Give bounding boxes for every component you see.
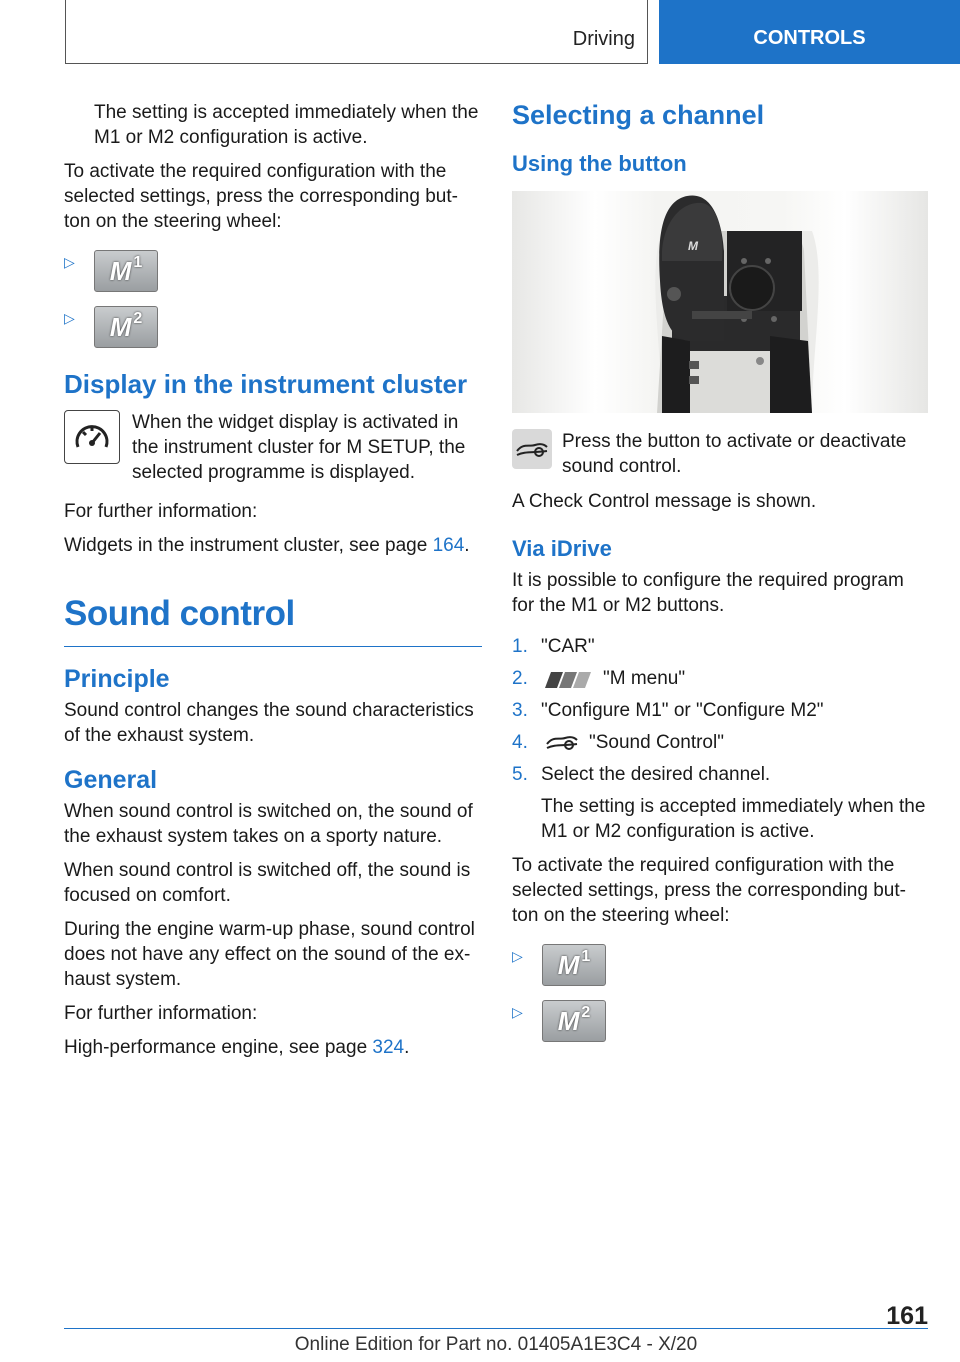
display-info-row bbox=[64, 410, 482, 485]
principle-text: Sound control changes the sound characteristics of the exhaust system. bbox=[64, 700, 474, 746]
bullet-m2 bbox=[512, 993, 928, 1049]
idrive-text: It is possible to configure the required program for the M1 or M2 buttons. bbox=[512, 570, 904, 616]
sound-control-heading: Sound control bbox=[64, 594, 482, 647]
general-p3: During the engine warm-up phase, sound control does not have any effect on the sound of the ex‐haust system. bbox=[64, 919, 475, 990]
list-item: 1. "CAR" bbox=[512, 636, 595, 657]
selecting-channel-heading: Selecting a channel bbox=[512, 100, 765, 130]
general-heading: General bbox=[64, 766, 158, 794]
sound-control-small-icon bbox=[545, 732, 581, 752]
further-info-label-2: For further information: bbox=[64, 1003, 258, 1024]
footer-edition: Online Edition for Part no. 01405A1E3C4 - X/20 bbox=[294, 1334, 698, 1355]
header-tab-controls: CONTROLS bbox=[659, 0, 960, 64]
list-item: 5. Select the desired channel. bbox=[512, 764, 771, 785]
widgets-reference: Widgets in the instrument cluster, see page 164. bbox=[64, 535, 470, 556]
bullet-m1 bbox=[64, 243, 482, 299]
sound-control-icon bbox=[512, 429, 552, 469]
m2-button-icon: M $^2$ bbox=[542, 1000, 606, 1042]
press-button-text: Press the button to activate or deactivate sound control. bbox=[562, 431, 907, 477]
right-column bbox=[512, 100, 928, 1049]
steps-list bbox=[512, 634, 928, 787]
display-text: When the widget display is activated in the instrument cluster for M SETUP, the selected programme is displayed. bbox=[132, 412, 466, 483]
list-item: 2. "M menu" bbox=[512, 668, 686, 689]
principle-heading: Principle bbox=[64, 665, 170, 693]
engine-reference: High-performance engine, see page 324. bbox=[64, 1037, 410, 1058]
m1-button-icon: M $^1$ bbox=[94, 250, 158, 292]
triangle-bullet-icon: ▷ bbox=[512, 1003, 523, 1020]
check-control-text: A Check Control message is shown. bbox=[512, 491, 817, 512]
general-p1: When sound control is switched on, the sound of the exhaust system takes on a sporty nature. bbox=[64, 801, 473, 847]
left-column bbox=[64, 100, 482, 1069]
m2-button-icon: M $^2$ bbox=[94, 306, 158, 348]
header-frame bbox=[65, 0, 648, 64]
list-item: 4. "Sound Control" bbox=[512, 732, 724, 753]
via-idrive-heading: Via iDrive bbox=[512, 536, 612, 561]
page-number: 161 bbox=[886, 1302, 928, 1330]
page-link-164[interactable]: 164 bbox=[432, 535, 465, 556]
page-link-324[interactable]: 324 bbox=[372, 1037, 405, 1058]
triangle-bullet-icon: ▷ bbox=[64, 253, 75, 270]
m-stripes-icon bbox=[541, 670, 593, 686]
using-button-heading: Using the button bbox=[512, 151, 687, 176]
center-console-photo bbox=[512, 191, 928, 413]
gauge-icon bbox=[64, 410, 120, 464]
bullet-m2 bbox=[64, 299, 482, 355]
triangle-bullet-icon: ▷ bbox=[64, 309, 75, 326]
activate-config-text: To activate the required configuration with the selected settings, press the corresponding but‐ton on the steering wheel: bbox=[64, 161, 458, 232]
header-section-title: Driving bbox=[572, 28, 635, 50]
general-p2: When sound control is switched off, the sound is focused on comfort. bbox=[64, 860, 471, 906]
list-item: 3. "Configure M1" or "Configure M2" bbox=[512, 700, 824, 721]
setting-accepted-note: The setting is accepted immediately when the M1 or M2 configuration is active. bbox=[94, 102, 479, 148]
footer-divider bbox=[64, 1328, 928, 1329]
activate-config-text-right: To activate the required configuration with the selected settings, press the corresponding but‐ton on the steering wheel: bbox=[512, 855, 906, 926]
press-button-row bbox=[512, 429, 928, 479]
further-info-label: For further information: bbox=[64, 501, 258, 522]
triangle-bullet-icon: ▷ bbox=[512, 947, 523, 964]
m1-button-icon: M $^1$ bbox=[542, 944, 606, 986]
bullet-m1 bbox=[512, 937, 928, 993]
display-heading: Display in the instrument cluster bbox=[64, 369, 468, 399]
step5-subnote: The setting is accepted immediately when the M1 or M2 configuration is active. bbox=[541, 796, 926, 842]
photo-m-logo: M bbox=[688, 239, 698, 253]
